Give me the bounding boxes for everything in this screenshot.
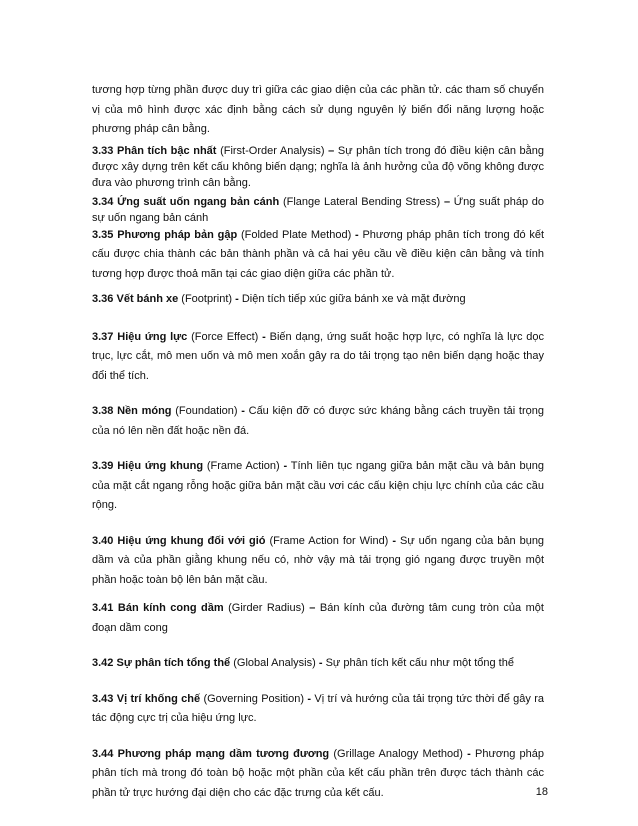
entry-definition: Biến dạng, ứng suất hoặc hợp lực, có nghĩa là lực dọc trục, lực cắt, mô men uốn và mô men xoắn gây ra do tải trọng tạo nên biến dạng hoặc thay đổi thể tích. [92, 330, 545, 382]
definition-entry [92, 194, 544, 226]
entry-term: Phương pháp mạng dầm tương đương [117, 747, 330, 760]
entry-number: 3.33 [92, 144, 114, 157]
definition-entry [92, 328, 544, 387]
entry-number: 3.42 [92, 657, 114, 669]
entry-english: (Frame Action for Wind) [269, 534, 389, 547]
entry-english: (Governing Position) [203, 692, 304, 705]
intro-paragraph: tương hợp từng phần được duy trì giữa các giao diện của các phần tử. các tham số chuyển vị của mô hình được xác định bằng cách sử dụng nguyên lý biến đổi năng lượng hoặc phương pháp cân bằng. [92, 84, 544, 135]
definition-entry [92, 402, 544, 441]
entry-english: (Force Effect) [191, 330, 259, 343]
entry-definition: Sự phân tích kết cấu như một tổng thể [325, 657, 514, 669]
entry-term: Nền móng [117, 405, 172, 417]
entry-separator: – [309, 602, 316, 614]
entry-number: 3.41 [92, 602, 114, 614]
entry-english: (Footprint) [181, 293, 233, 305]
entry-number: 3.35 [92, 228, 114, 241]
entry-separator: - [307, 692, 312, 705]
entry-definition: Bán kính của đường tâm cung tròn của một đoạn dầm cong [92, 602, 544, 634]
entry-definition: Phương pháp phân tích mà trong đó toàn bộ hoặc một phần của kết cấu phần trên được tách thành các phần tử trực hướng đại diện cho các đặc trưng của kết cấu. [92, 747, 545, 799]
entry-english: (Foundation) [175, 405, 238, 417]
entry-term: Hiệu ứng khung [117, 460, 204, 472]
entry-separator: - [283, 460, 288, 472]
entry-term: Hiệu ứng lực [117, 330, 188, 343]
entry-english: (Grillage Analogy Method) [333, 747, 463, 760]
entry-number: 3.36 [92, 293, 114, 305]
entry-term: Sự phân tích tổng thể [116, 657, 231, 669]
entry-definition: Sự uốn ngang của bản bụng dầm và của phần giằng khung nếu có, nhờ vậy mà tải trọng gió ngang được truyền một phần hoặc toàn bộ lên bản mặt cầu. [92, 534, 545, 586]
entry-number: 3.44 [92, 747, 114, 760]
entry-term: Phương pháp bản gập [117, 228, 238, 241]
entry-english: (Global Analysis) [233, 657, 316, 669]
entry-separator: - [318, 657, 323, 669]
definition-entry [92, 532, 544, 591]
definition-entry [92, 457, 544, 516]
definition-entry [92, 143, 544, 191]
entry-separator: – [328, 144, 335, 157]
entry-english: (Girder Radius) [228, 602, 305, 614]
entry-english: (Frame Action) [206, 460, 280, 472]
entry-separator: - [467, 747, 471, 760]
entry-term: Bán kính cong dầm [117, 602, 224, 614]
entry-number: 3.40 [92, 534, 114, 547]
entry-definition: Sự phân tích trong đó điều kiện cân bằng được xây dựng trên kết cấu không biến dạng; nghĩa là ảnh hưởng của độ võng không được đưa vào phương trình cân bằng. [92, 144, 545, 189]
entry-definition: Diện tích tiếp xúc giữa bánh xe và mặt đường [241, 293, 466, 305]
entry-definition: Cấu kiện đỡ có được sức kháng bằng cách truyền tải trọng của nó lên nền đất hoặc nền đá. [92, 405, 544, 437]
entry-separator: - [235, 293, 239, 305]
entry-definition: Vị trí và hướng của tải trọng tức thời để gây ra tác động cực trị của hiệu ứng lực. [92, 692, 545, 724]
entry-term: Phân tích bậc nhất [117, 144, 217, 157]
definition-entry [92, 690, 544, 729]
entry-english: (First-Order Analysis) [220, 144, 325, 157]
entry-separator: – [443, 195, 451, 208]
entry-number: 3.39 [92, 460, 114, 472]
entry-separator: - [355, 228, 359, 241]
entry-number: 3.38 [92, 405, 114, 417]
entry-definition: Tính liên tục ngang giữa bản mặt cầu và bản bụng của mặt cắt ngang rỗng hoặc giữa bản mặt cầu vơi các cấu kiện chịu lực chính của các cầu rộng. [92, 460, 544, 511]
entry-number: 3.43 [92, 692, 114, 705]
definition-entry [92, 290, 544, 310]
entry-definition: Ứng suất pháp do sự uốn ngang bản cánh [92, 195, 545, 224]
entry-term: Hiệu ứng khung đối với gió [117, 534, 266, 547]
page-content [92, 81, 544, 803]
definition-entry [92, 226, 544, 285]
entry-term: Vết bánh xe [116, 293, 179, 305]
definition-entry [92, 654, 544, 674]
entry-number: 3.34 [92, 195, 114, 208]
entry-term: Ứng suất uốn ngang bản cánh [117, 195, 280, 208]
entry-definition: Phương pháp phân tích trong đó kết cấu được chia thành các bản thành phần và cả hai yêu cầu về điều kiện cân bằng và tính tương hợp được thoả mãn tại các giao diện giữa các phần tử. [92, 228, 545, 280]
entry-term: Vị trí khống chế [116, 692, 201, 705]
definition-entry [92, 599, 544, 638]
entry-separator: - [262, 330, 266, 343]
entry-english: (Flange Lateral Bending Stress) [282, 195, 441, 208]
definition-entry [92, 745, 544, 804]
entry-separator: - [392, 534, 397, 547]
entry-english: (Folded Plate Method) [240, 228, 352, 241]
entry-number: 3.37 [92, 330, 114, 343]
entry-separator: - [241, 405, 245, 417]
page-number: 18 [535, 786, 548, 798]
